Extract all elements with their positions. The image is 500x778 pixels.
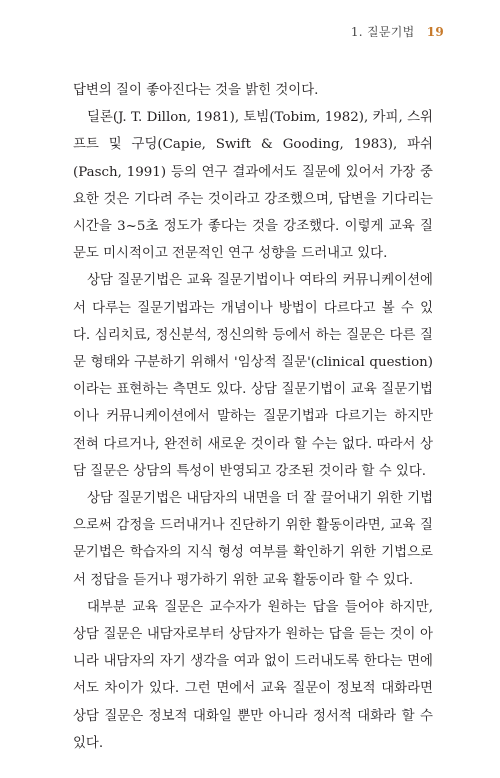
page-number: 19 — [426, 25, 444, 39]
body-text — [73, 77, 433, 757]
paragraph: 딜론(J. T. Dillon, 1981), 토빔(Tobim, 1982), 카피, 스위프트 및 구딩(Capie, Swift & Gooding, 1983), 파쉬(Pasch, 1991) 등의 연구 결과에서도 질문에 있어서 가장 중요한 것은 기다려 주는 것이라고 강조했으며, 답변을 기다리는 시간을 3~5초 정도가 좋다는 것을 강조했다. 이렇게 교육 질문도 미시적이고 전문적인 연구 성향을 드러내고 있다. — [73, 110, 433, 262]
running-header — [351, 23, 444, 40]
paragraph: 상담 질문기법은 교육 질문기법이나 여타의 커뮤니케이션에서 다루는 질문기법과는 개념이나 방법이 다르다고 볼 수 있다. 심리치료, 정신분석, 정신의학 등에서 하는 질문은 다른 질문 형태와 구분하기 위해서 '임상적 질문'(clinical question)이라는 표현하는 측면도 있다. 상담 질문기법이 교육 질문기법이나 커뮤니케이션에서 말하는 질문기법과 다르기는 하지만 전혀 다르거나, 완전히 새로운 것이라 할 수는 없다. 따라서 상담 질문은 상담의 특성이 반영되고 강조된 것이라 할 수 있다. — [73, 273, 433, 479]
paragraph-continuation: 답변의 질이 좋아진다는 것을 밝힌 것이다. — [73, 83, 319, 98]
paragraph: 상담 질문기법은 내담자의 내면을 더 잘 끌어내기 위한 기법으로써 감정을 드러내거나 진단하기 위한 활동이라면, 교육 질문기법은 학습자의 지식 형성 여부를 확인하기 위한 기법으로서 정답을 듣거나 평가하기 위한 교육 활동이라 할 수 있다. — [73, 491, 433, 588]
chapter-title: 1. 질문기법 — [350, 25, 415, 39]
paragraph: 대부분 교육 질문은 교수자가 원하는 답을 들어야 하지만, 상담 질문은 내담자로부터 상담자가 원하는 답을 듣는 것이 아니라 내담자의 자기 생각을 여과 없이 드러내도록 한다는 면에서도 차이가 있다. 그런 면에서 교육 질문이 정보적 대화라면 상담 질문은 정보적 대화일 뿐만 아니라 정서적 대화라 할 수 있다. — [73, 599, 433, 751]
